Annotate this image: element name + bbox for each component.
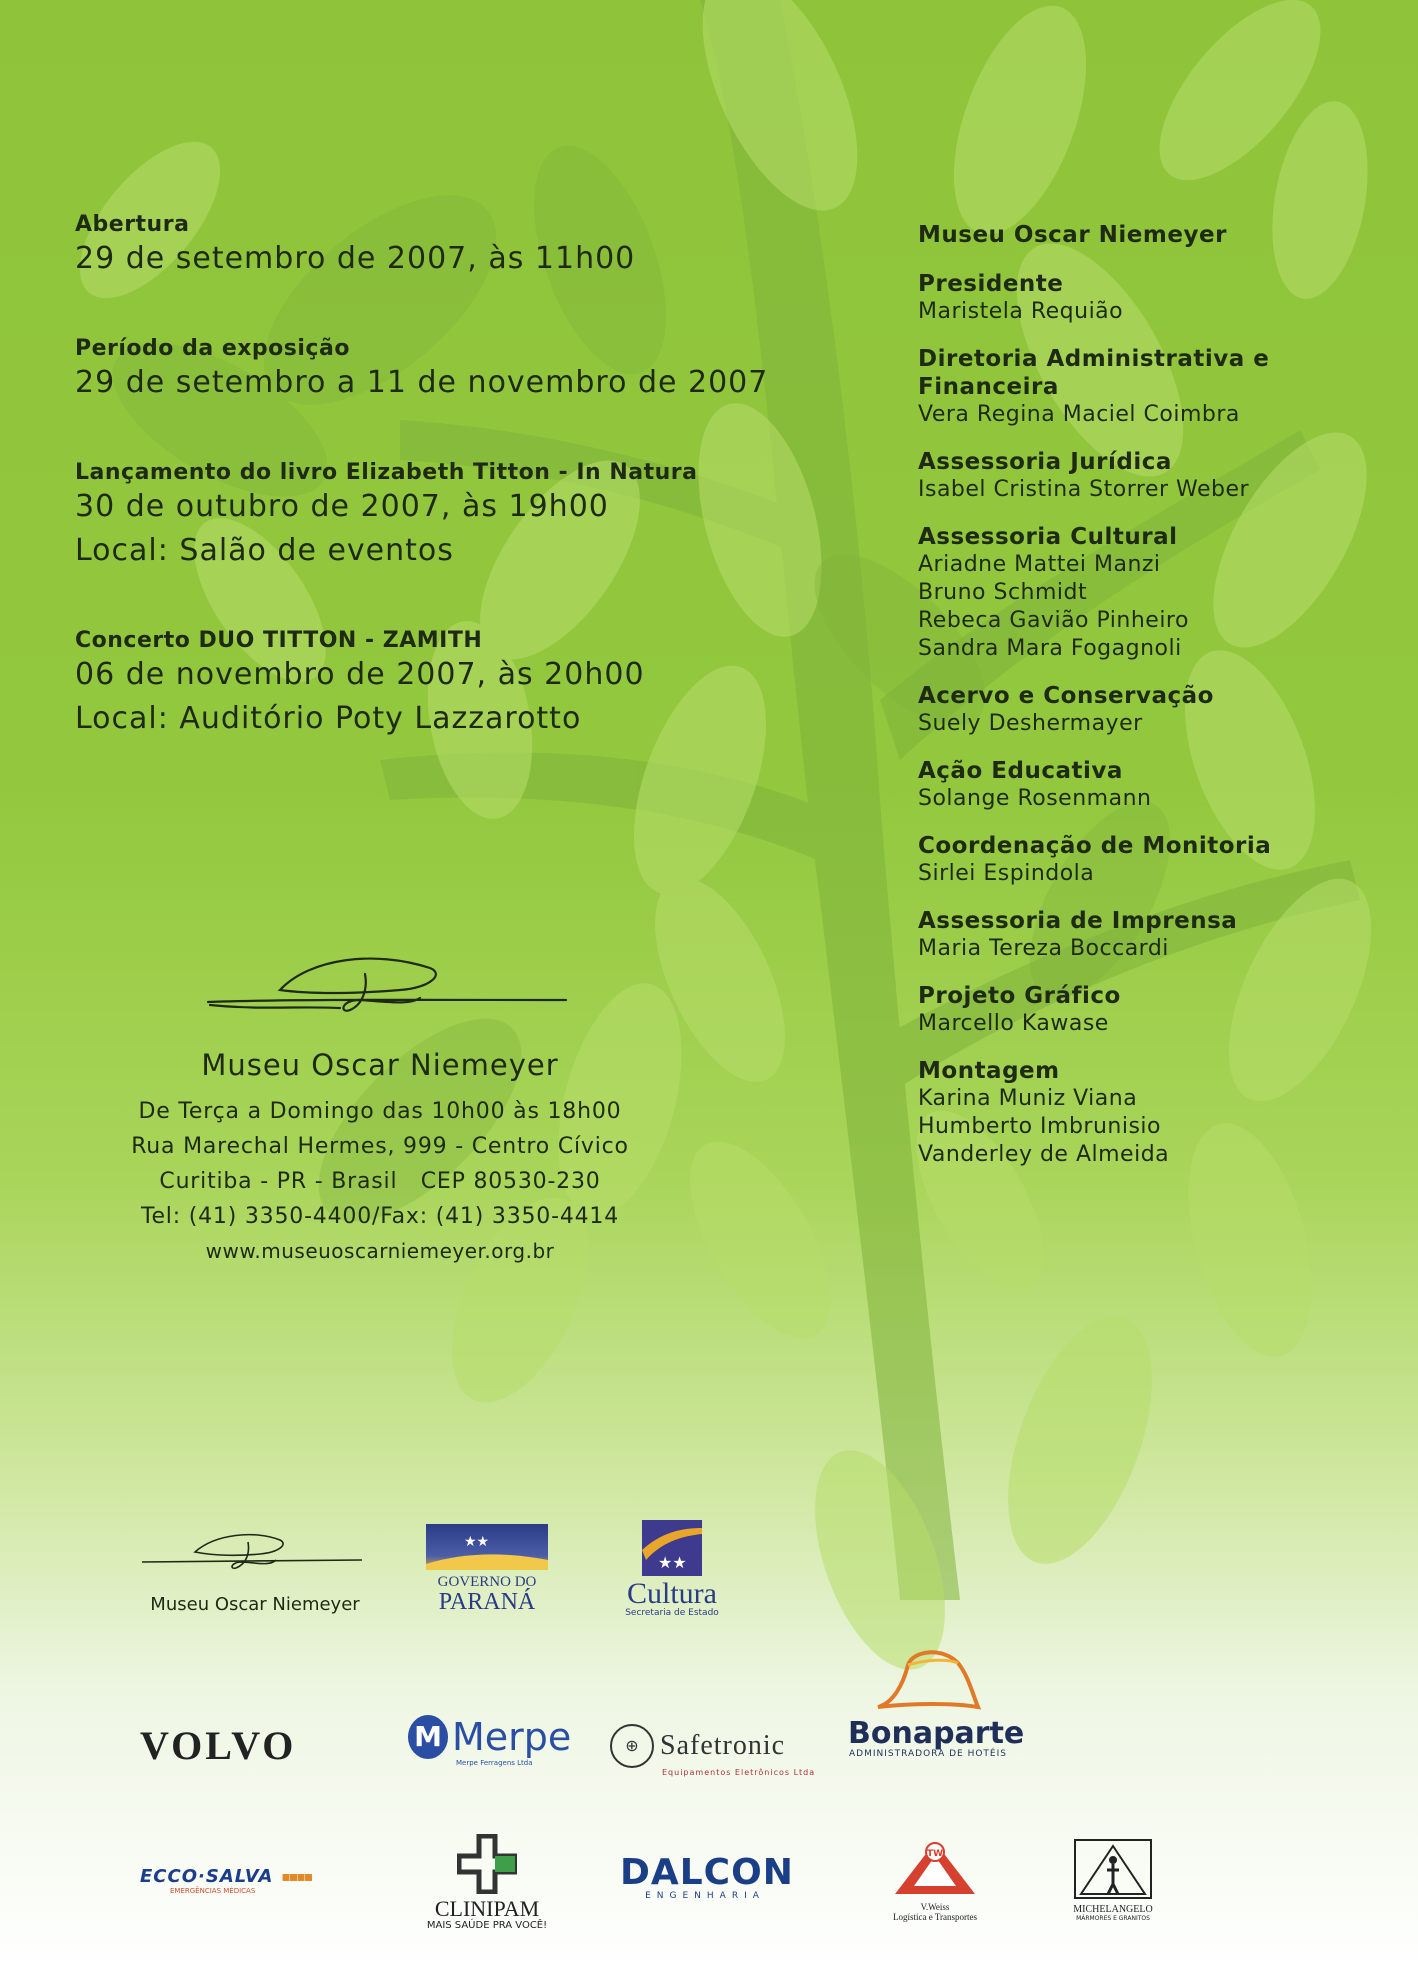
credit-name: Sirlei Espindola <box>918 861 1095 886</box>
credit-name: Bruno Schmidt <box>918 580 1088 605</box>
event-label: Concerto DUO TITTON - ZAMITH <box>75 628 483 653</box>
museum-address: Rua Marechal Hermes, 999 - Centro Cívico <box>131 1134 629 1159</box>
credits-list <box>918 222 1338 1188</box>
event-location: Local: Salão de eventos <box>75 533 454 568</box>
weiss-mountain-icon <box>890 1838 980 1898</box>
michelangelo-sub: MÁRMORES E GRANITOS <box>1076 1915 1150 1922</box>
svg-text:★★: ★★ <box>464 1534 490 1550</box>
weiss-text: V.Weiss <box>920 1902 950 1912</box>
dalcon-sub: ENGENHARIA <box>645 1891 765 1901</box>
ecco-salva-logo <box>140 1866 311 1895</box>
museum-hours: De Terça a Domingo das 10h00 às 18h00 <box>138 1099 622 1124</box>
bonaparte-hat-icon <box>873 1645 983 1715</box>
credit-name: Sandra Mara Fogagnoli <box>918 636 1182 661</box>
credits-title: Museu Oscar Niemeyer <box>918 222 1227 248</box>
credit-group <box>918 270 1338 326</box>
michelangelo-text: MICHELANGELO <box>1073 1904 1153 1915</box>
michelangelo-statue-icon <box>1073 1838 1153 1900</box>
merpe-icon: M <box>408 1715 448 1759</box>
clinipam-cross-icon <box>457 1834 517 1894</box>
bonaparte-logo <box>848 1645 1025 1759</box>
event-date: 29 de setembro a 11 de novembro de 2007 <box>75 365 769 400</box>
volvo-logo: VOLVO <box>140 1723 297 1768</box>
event-concert <box>75 628 645 741</box>
credit-role: Assessoria Jurídica <box>918 449 1172 475</box>
credit-name: Humberto Imbrunisio <box>918 1114 1162 1139</box>
credit-group <box>918 448 1338 504</box>
credit-name: Maria Tereza Boccardi <box>918 936 1169 961</box>
event-period <box>75 336 768 405</box>
credit-group <box>918 757 1338 813</box>
museum-info <box>110 1048 650 1269</box>
safetronic-text: Safetronic <box>660 1730 786 1761</box>
governo-parana-logo <box>425 1524 549 1614</box>
event-label: Lançamento do livro Elizabeth Titton - In Natura <box>75 460 698 485</box>
credit-name: Marcello Kawase <box>918 1011 1109 1036</box>
cultura-logo <box>612 1520 732 1618</box>
credit-group <box>918 982 1338 1038</box>
credit-name: Ariadne Mattei Manzi <box>918 552 1161 577</box>
bonaparte-text: Bonaparte <box>848 1716 1025 1751</box>
credit-role: Assessoria Cultural <box>918 524 1178 550</box>
clinipam-logo <box>425 1834 549 1931</box>
event-label: Período da exposição <box>75 336 350 361</box>
merpe-logo <box>408 1715 571 1767</box>
clinipam-text: CLINIPAM <box>434 1896 540 1921</box>
credit-role: Ação Educativa <box>918 758 1123 784</box>
parana-text: PARANÁ <box>438 1589 536 1615</box>
museum-website[interactable]: www.museuoscarniemeyer.org.br <box>205 1239 555 1263</box>
michelangelo-logo <box>1070 1838 1156 1922</box>
merpe-text: Merpe <box>452 1715 572 1759</box>
safetronic-logo <box>610 1724 815 1777</box>
tw-mark: TW <box>926 1849 944 1859</box>
credit-group <box>918 907 1338 963</box>
credit-group <box>918 682 1338 738</box>
credit-role: Montagem <box>918 1058 1060 1084</box>
weiss-logo <box>880 1838 990 1922</box>
credit-group <box>918 345 1338 429</box>
event-date: 30 de outubro de 2007, às 19h00 <box>75 489 609 524</box>
cultura-stars-icon <box>642 1520 702 1576</box>
event-location: Local: Auditório Poty Lazzarotto <box>75 701 582 736</box>
credit-role: Projeto Gráfico <box>918 983 1121 1009</box>
credit-name: Rebeca Gavião Pinheiro <box>918 608 1189 633</box>
cultura-text: Cultura <box>627 1577 717 1610</box>
weiss-sub: Logística e Transportes <box>893 1912 977 1922</box>
bonaparte-sub: ADMINISTRADORA DE HOTÉIS <box>849 1749 1007 1759</box>
credit-group <box>918 1057 1338 1169</box>
cultura-sub: Secretaria de Estado <box>625 1608 719 1618</box>
ecco-text: ECCO·SALVA <box>140 1866 274 1887</box>
museum-signature-logo <box>200 950 570 1020</box>
safetronic-icon: ⊕ <box>610 1724 654 1768</box>
event-label: Abertura <box>75 212 190 237</box>
dalcon-logo <box>620 1852 794 1901</box>
museum-logo-mark <box>140 1528 370 1584</box>
museum-city: Curitiba - PR - Brasil CEP 80530-230 <box>159 1169 601 1194</box>
credit-name: Karina Muniz Viana <box>918 1086 1138 1111</box>
museum-info-name: Museu Oscar Niemeyer <box>201 1048 559 1082</box>
event-book-launch <box>75 460 698 573</box>
ecco-sub: EMERGÊNCIAS MÉDICAS <box>170 1887 256 1895</box>
credit-group <box>918 523 1338 663</box>
clinipam-sub: MAIS SAÚDE PRA VOCÊ! <box>426 1920 548 1931</box>
event-date: 29 de setembro de 2007, às 11h00 <box>75 241 636 276</box>
credit-group <box>918 832 1338 888</box>
event-date: 06 de novembro de 2007, às 20h00 <box>75 657 645 692</box>
parana-flag-icon <box>426 1524 548 1570</box>
credit-name: Maristela Requião <box>918 299 1124 324</box>
svg-text:★★: ★★ <box>658 1553 687 1572</box>
safetronic-sub: Equipamentos Eletrônicos Ltda <box>662 1768 816 1777</box>
credit-name: Isabel Cristina Storrer Weber <box>918 477 1250 502</box>
museum-logo-text: Museu Oscar Niemeyer <box>150 1594 360 1615</box>
event-opening <box>75 212 635 281</box>
credit-role: Diretoria Administrativa e Financeira <box>918 346 1270 400</box>
ecco-dots-icon: ▪▪▪▪ <box>281 1868 312 1885</box>
museum-phone: Tel: (41) 3350-4400/Fax: (41) 3350-4414 <box>140 1204 620 1229</box>
merpe-sub: Merpe Ferragens Ltda <box>456 1759 533 1767</box>
credit-role: Presidente <box>918 271 1064 297</box>
museum-logo <box>140 1528 370 1615</box>
credit-name: Suely Deshermayer <box>918 711 1143 736</box>
governo-text: GOVERNO DO <box>437 1574 537 1590</box>
credit-role: Assessoria de Imprensa <box>918 908 1238 934</box>
credit-name: Vera Regina Maciel Coimbra <box>918 402 1240 427</box>
credit-role: Coordenação de Monitoria <box>918 833 1272 859</box>
dalcon-text: DALCON <box>620 1852 794 1893</box>
credit-role: Acervo e Conservação <box>918 683 1214 709</box>
credit-name: Solange Rosenmann <box>918 786 1152 811</box>
credit-name: Vanderley de Almeida <box>918 1142 1170 1167</box>
